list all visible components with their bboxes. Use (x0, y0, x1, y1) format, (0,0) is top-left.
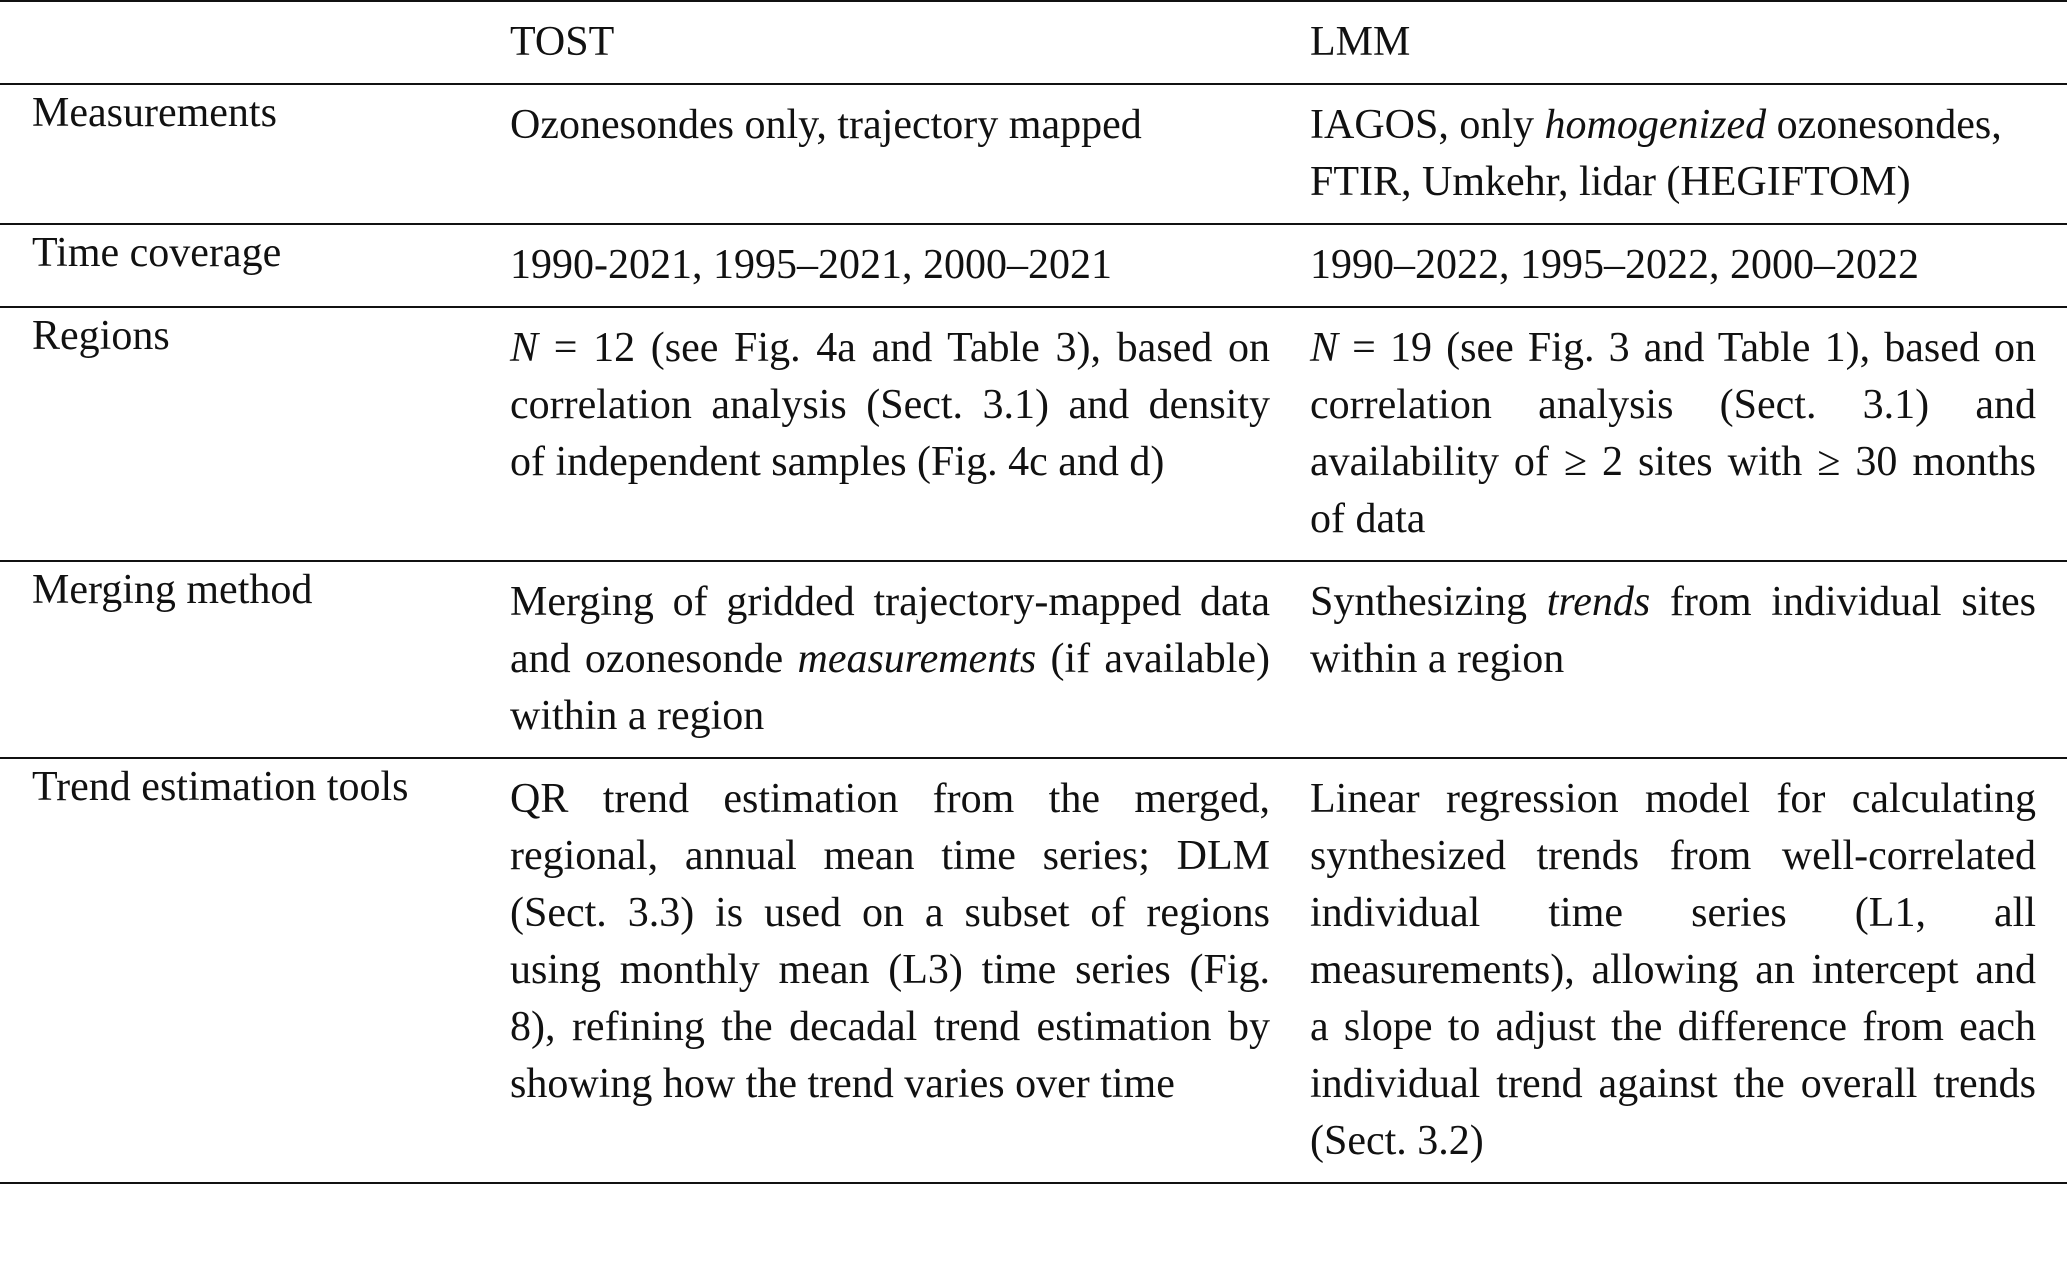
cell-lmm-merging-method (1302, 561, 2067, 758)
table-header-row (0, 1, 2067, 84)
table-row-trend-estimation-tools (0, 758, 2067, 1183)
header-tost: TOST (508, 1, 1302, 84)
tost-regions-text: = 12 (see Fig. 4a and Table 3), based on correlation analysis (Sect. 3.1) and density of independent samples (Fig. 4c and d) (510, 325, 1270, 485)
row-label-measurements: Measurements (0, 84, 508, 224)
cell-tost-measurements: Ozonesondes only, trajectory mapped (508, 84, 1302, 224)
cell-lmm-regions (1302, 307, 2067, 561)
lmm-regions-text: = 19 (see Fig. 3 and Table 1), based on correlation analysis (Sect. 3.1) and availability of ≥ 2 sites with ≥ 30 months of data (1310, 325, 2036, 542)
table-row-regions (0, 307, 2067, 561)
lmm-merging-text-a: Synthesizing (1310, 579, 1547, 625)
tost-regions-variable: N (510, 325, 539, 371)
row-label-regions: Regions (0, 307, 508, 561)
lmm-regions-variable: N (1310, 325, 1339, 371)
lmm-measurements-text-a: IAGOS, only (1310, 102, 1545, 148)
row-label-merging-method: Merging method (0, 561, 508, 758)
lmm-merging-text-b: from individual sites within a region (1310, 579, 2036, 682)
cell-lmm-trend-estimation-tools: Linear regression model for calculating synthesized trends from well-correlated individual time series (L1, all measurements), allowing an intercept and a slope to adjust the difference from each individual trend against the overall trends (Sect. 3.2) (1302, 758, 2067, 1183)
tost-merging-text-a: Merging of gridded trajectory-mapped data and ozonesonde (510, 579, 1270, 682)
cell-tost-merging-method (508, 561, 1302, 758)
lmm-merging-emphasis: trends (1546, 579, 1651, 625)
tost-merging-emphasis: measurements (797, 636, 1037, 682)
table-row-merging-method (0, 561, 2067, 758)
table-row-time-coverage (0, 224, 2067, 307)
row-label-trend-estimation-tools: Trend estimation tools (0, 758, 508, 1183)
cell-tost-trend-estimation-tools: QR trend estimation from the merged, regional, annual mean time series; DLM (Sect. 3.3) is used on a subset of regions using monthly mean (L3) time series (Fig. 8), refining the decadal trend estimation by showing how the trend varies over time (508, 758, 1302, 1183)
cell-tost-regions (508, 307, 1302, 561)
table-row-measurements (0, 84, 2067, 224)
lmm-measurements-emphasis: homogenized (1544, 102, 1767, 148)
cell-lmm-measurements (1302, 84, 2067, 224)
lmm-measurements-text-b: ozonesondes, FTIR, Umkehr, lidar (HEGIFTOM) (1310, 102, 2002, 205)
header-empty-cell (0, 1, 508, 84)
row-label-time-coverage: Time coverage (0, 224, 508, 307)
cell-lmm-time-coverage: 1990–2022, 1995–2022, 2000–2022 (1302, 224, 2067, 307)
cell-tost-time-coverage: 1990-2021, 1995–2021, 2000–2021 (508, 224, 1302, 307)
tost-merging-text-b: (if available) within a region (510, 636, 1270, 739)
header-lmm: LMM (1302, 1, 2067, 84)
